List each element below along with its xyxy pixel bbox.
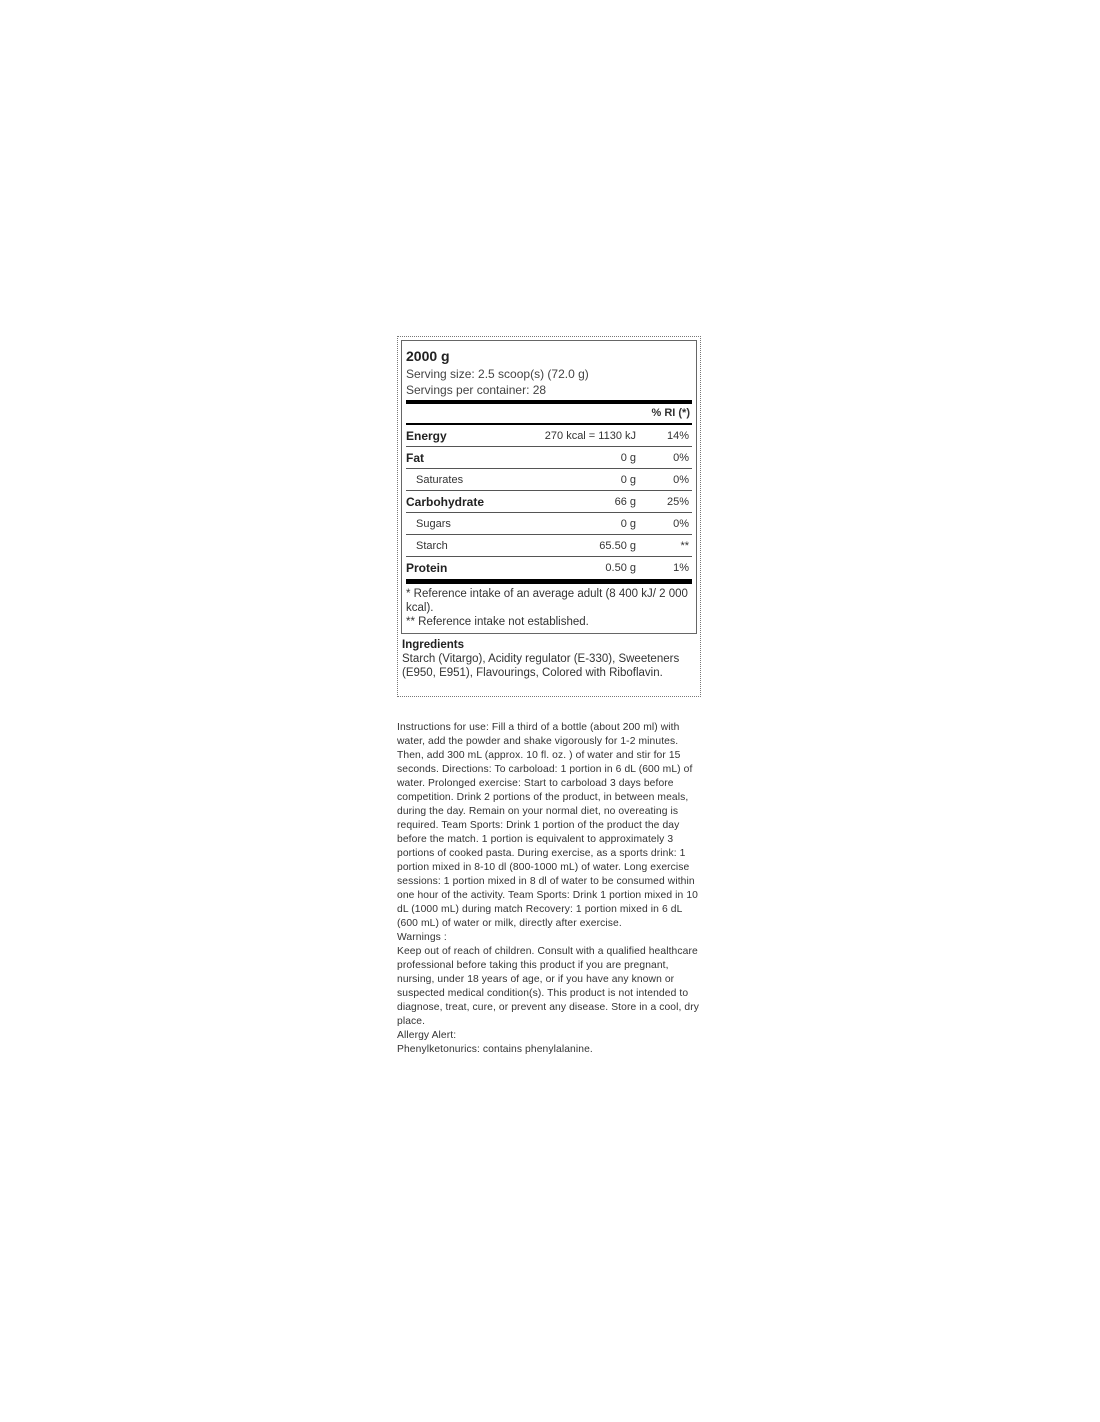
allergy-text: Phenylketonurics: contains phenylalanine. [397, 1044, 593, 1055]
nutrient-name: Fat [406, 450, 424, 465]
servings-per-container: Servings per container: 28 [406, 383, 547, 397]
ingredients-section [402, 638, 694, 680]
ri-header: % RI (*) [651, 407, 690, 419]
nutrient-name: Protein [406, 561, 448, 575]
nutrient-name: Carbohydrate [406, 494, 485, 509]
nutrient-amount: 0 g [620, 517, 636, 530]
nutrition-facts-box [401, 340, 697, 634]
instructions-section [397, 721, 705, 1057]
serving-size: Serving size: 2.5 scoop(s) (72.0 g) [406, 367, 589, 381]
warnings-text: Keep out of reach of children. Consult with a qualified healthcare professional before taking this product if you are pregnant, nursing, under 18 years of age, or if you have any known or suspected medical condition(s). This product is not intended to diagnose, treat, cure, or prevent any disease. Store in a cool, dry place. [397, 946, 700, 1027]
nutrient-ri: 0% [673, 517, 689, 530]
nutrient-name: Sugars [416, 517, 451, 530]
nutrient-row-energy [406, 425, 692, 447]
ingredients-text: Starch (Vitargo), Acidity regulator (E-330), Sweeteners (E950, E951), Flavourings, Colored with Riboflavin. [402, 653, 680, 679]
nutrient-ri: 14% [666, 429, 689, 442]
nutrient-amount: 66 g [614, 495, 636, 508]
nutrient-row-saturates [406, 469, 692, 491]
nutrient-row-carbohydrate [406, 491, 692, 513]
nutrient-amount: 270 kcal = 1130 kJ [544, 429, 636, 442]
nutrient-row-fat [406, 447, 692, 469]
divider-bottom [406, 579, 692, 584]
nutrient-row-sugars [406, 513, 692, 535]
nutrient-amount: 0.50 g [605, 562, 636, 574]
nutrient-ri: 0% [673, 473, 689, 486]
nutrient-amount: 0 g [620, 451, 636, 464]
nutrient-row-starch [406, 535, 692, 557]
allergy-label: Allergy Alert: [397, 1030, 457, 1041]
nutrient-name: Energy [406, 428, 447, 443]
nutrient-ri: 1% [673, 562, 689, 574]
footnotes [406, 587, 692, 629]
nutrient-amount: 0 g [620, 473, 636, 486]
ingredients-title: Ingredients [402, 639, 464, 651]
nutrient-name: Starch [416, 539, 448, 552]
instructions-text: Instructions for use: Fill a third of a bottle (about 200 ml) with water, add the powder and shake vigorously for 1-2 minutes. Then, add 300 mL (approx. 10 fl. oz. ) of water and stir for 15 seconds. Directions: To carboload: 1 portion in 6 dL (600 mL) of water. Prolonged exercise: Start to carboload 3 days before competition. Drink 2 portions of the product, in between meals, during the day. Remain on your normal diet, no overeating is required. Team Sports: Drink 1 portion of the product the day before the match. 1 portion is equivalent to approximately 3 portions of cooked pasta. During exercise, as a sports drink: 1 portion mixed in 8-10 dl (800-1000 mL) of water. Long exercise sessions: 1 portion mixed in 8 dl of water to be consumed within one hour of the activity. Team Sports: Drink 1 portion mixed in 10 dL (1000 mL) during match Recovery: 1 portion mixed in 6 dL (600 mL) of water or milk, directly after exercise. [397, 722, 698, 929]
nutrient-name: Saturates [416, 473, 464, 486]
nutrient-ri: 25% [666, 495, 689, 508]
nutrient-ri: ** [680, 539, 689, 552]
product-weight-title: 2000 g [406, 348, 450, 364]
nutrient-ri: 0% [673, 451, 689, 464]
footnote-reference-intake: * Reference intake of an average adult (8 400 kJ/ 2 000 kcal). [406, 588, 688, 614]
nutrition-label [397, 336, 701, 697]
warnings-label: Warnings : [397, 932, 447, 943]
footnote-not-established: ** Reference intake not established. [406, 616, 589, 628]
nutrient-row-protein [406, 557, 692, 579]
nutrient-amount: 65.50 g [599, 539, 636, 552]
